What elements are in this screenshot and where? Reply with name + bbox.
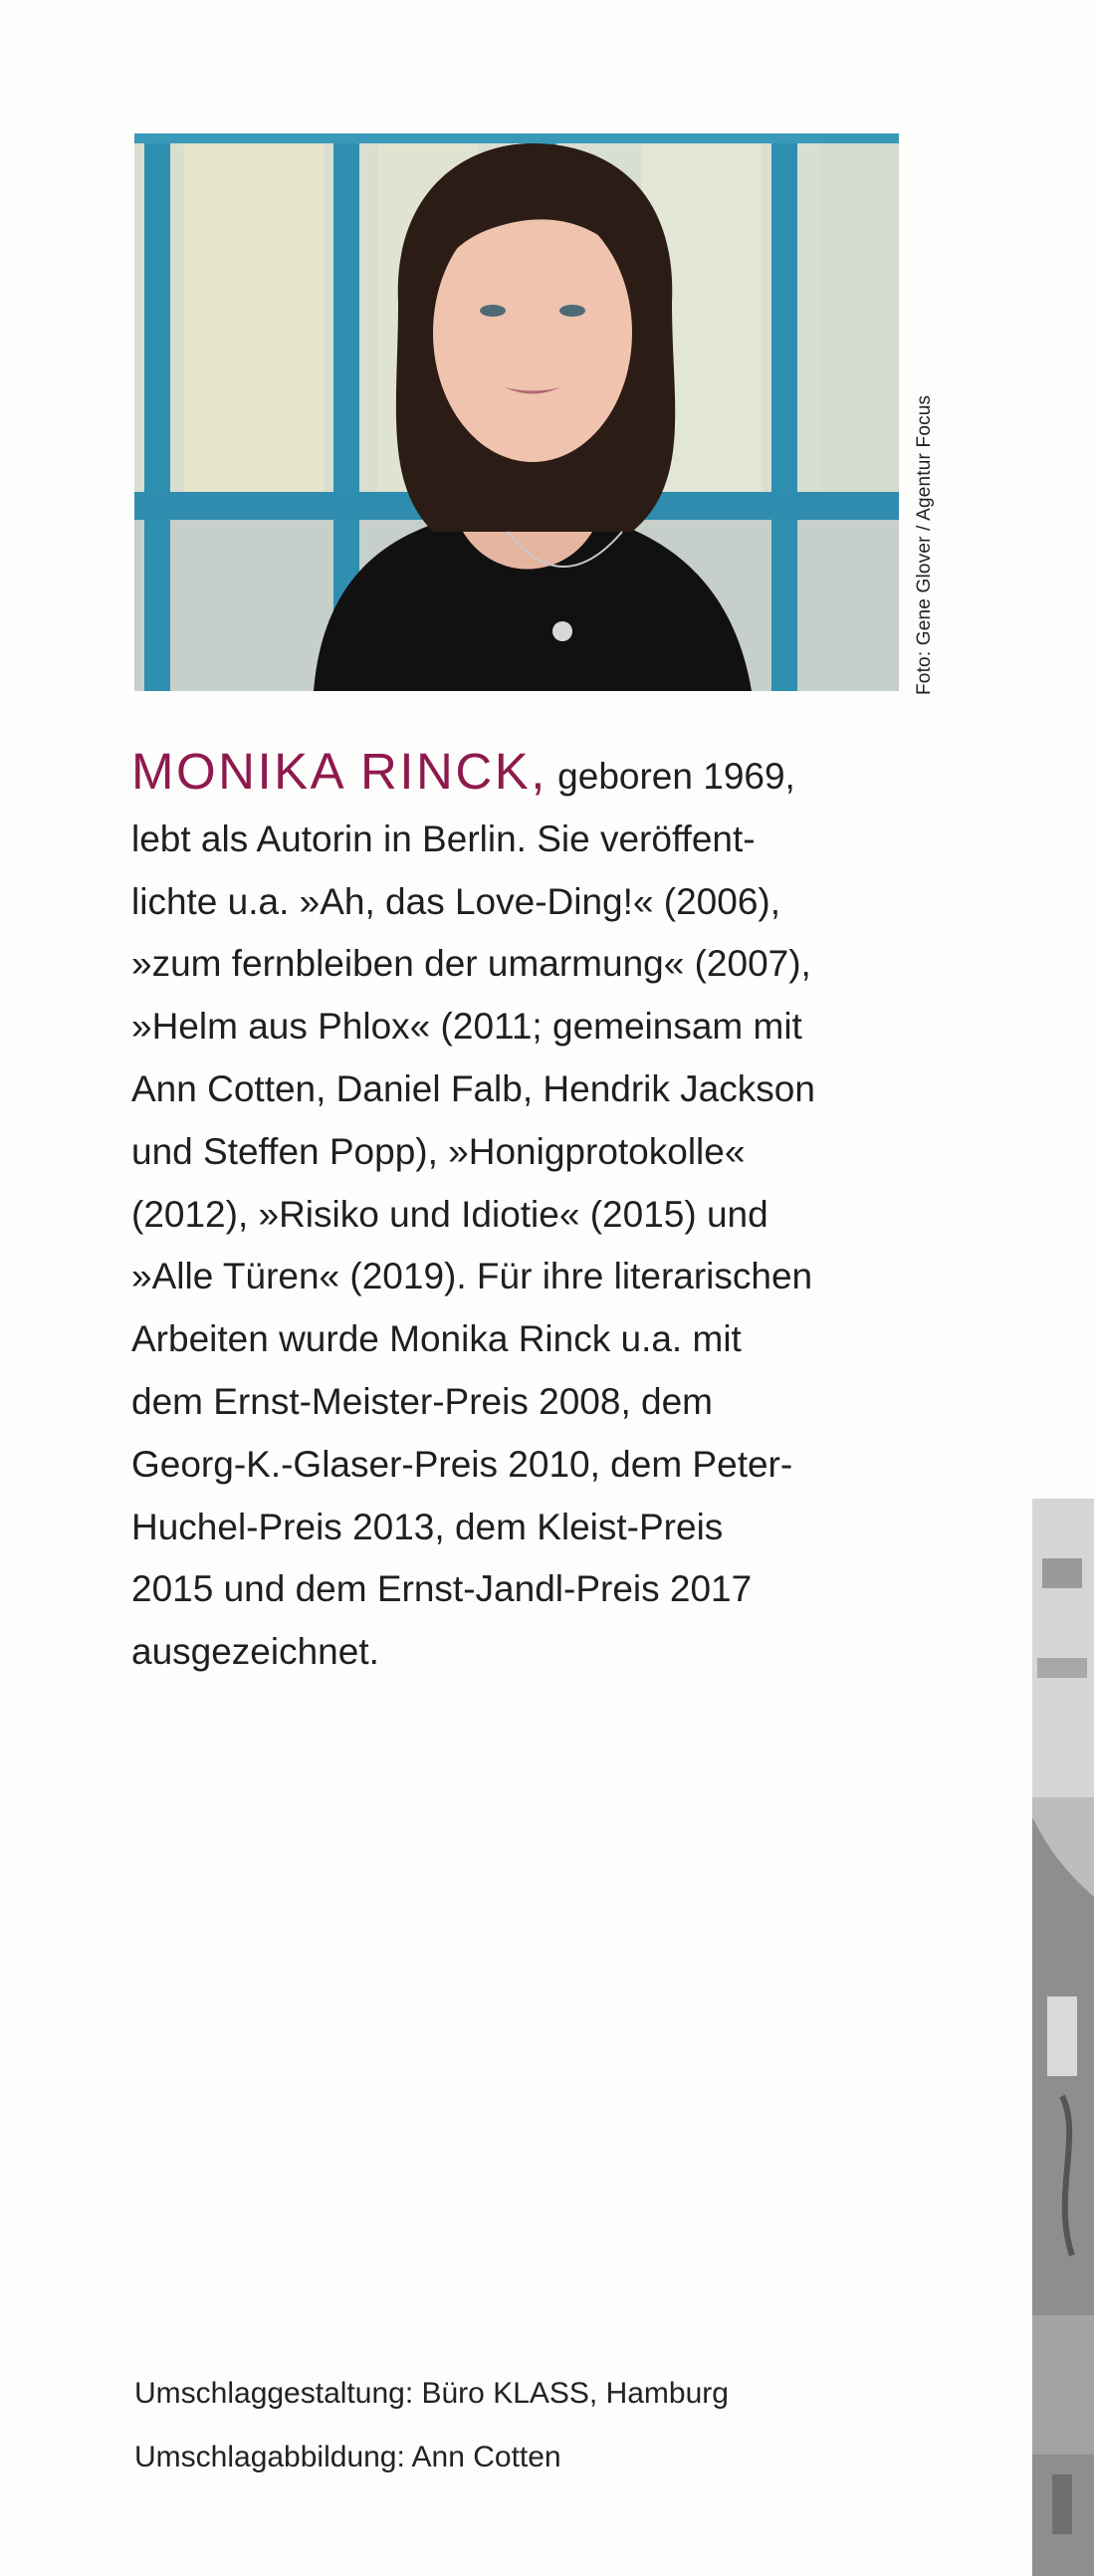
author-bio <box>131 741 928 1684</box>
author-name: MONIKA RINCK, <box>131 743 547 800</box>
cover-image-credit: Umschlagabbildung: Ann Cotten <box>134 2441 561 2473</box>
bio-line: »zum fernbleiben der umarmung« (2007), <box>131 943 811 985</box>
bio-line: lebt als Autorin in Berlin. Sie veröffent- <box>131 818 756 859</box>
cover-credits <box>134 2362 729 2489</box>
bio-line: (2012), »Risiko und Idiotie« (2015) und <box>131 1193 768 1235</box>
bio-line: dem Ernst-Meister-Preis 2008, dem <box>131 1380 713 1422</box>
bio-line: und Steffen Popp), »Honigprotokolle« <box>131 1130 746 1172</box>
cover-design-credit: Umschlaggestaltung: Büro KLASS, Hamburg <box>134 2377 729 2410</box>
cover-image-edge <box>1032 1499 1094 2576</box>
bio-line: 2015 und dem Ernst-Jandl-Preis 2017 <box>131 1568 753 1610</box>
bio-line: Huchel-Preis 2013, dem Kleist-Preis <box>131 1506 724 1547</box>
bio-line: Arbeiten wurde Monika Rinck u.a. mit <box>131 1318 742 1360</box>
bio-line: Ann Cotten, Daniel Falb, Hendrik Jackson <box>131 1067 815 1109</box>
author-photo <box>134 133 899 691</box>
bio-first-line-rest: geboren 1969, <box>547 756 795 797</box>
bio-line: ausgezeichnet. <box>131 1631 379 1673</box>
bio-first-line <box>131 741 928 809</box>
bio-line: »Helm aus Phlox« (2011; gemeinsam mit <box>131 1006 802 1048</box>
bio-line: Georg-K.-Glaser-Preis 2010, dem Peter- <box>131 1443 793 1485</box>
bio-line: lichte u.a. »Ah, das Love-Ding!« (2006), <box>131 880 780 922</box>
photo-credit: Foto: Gene Glover / Agentur Focus <box>914 394 935 695</box>
bio-line: »Alle Türen« (2019). Für ihre literarischen <box>131 1256 813 1297</box>
